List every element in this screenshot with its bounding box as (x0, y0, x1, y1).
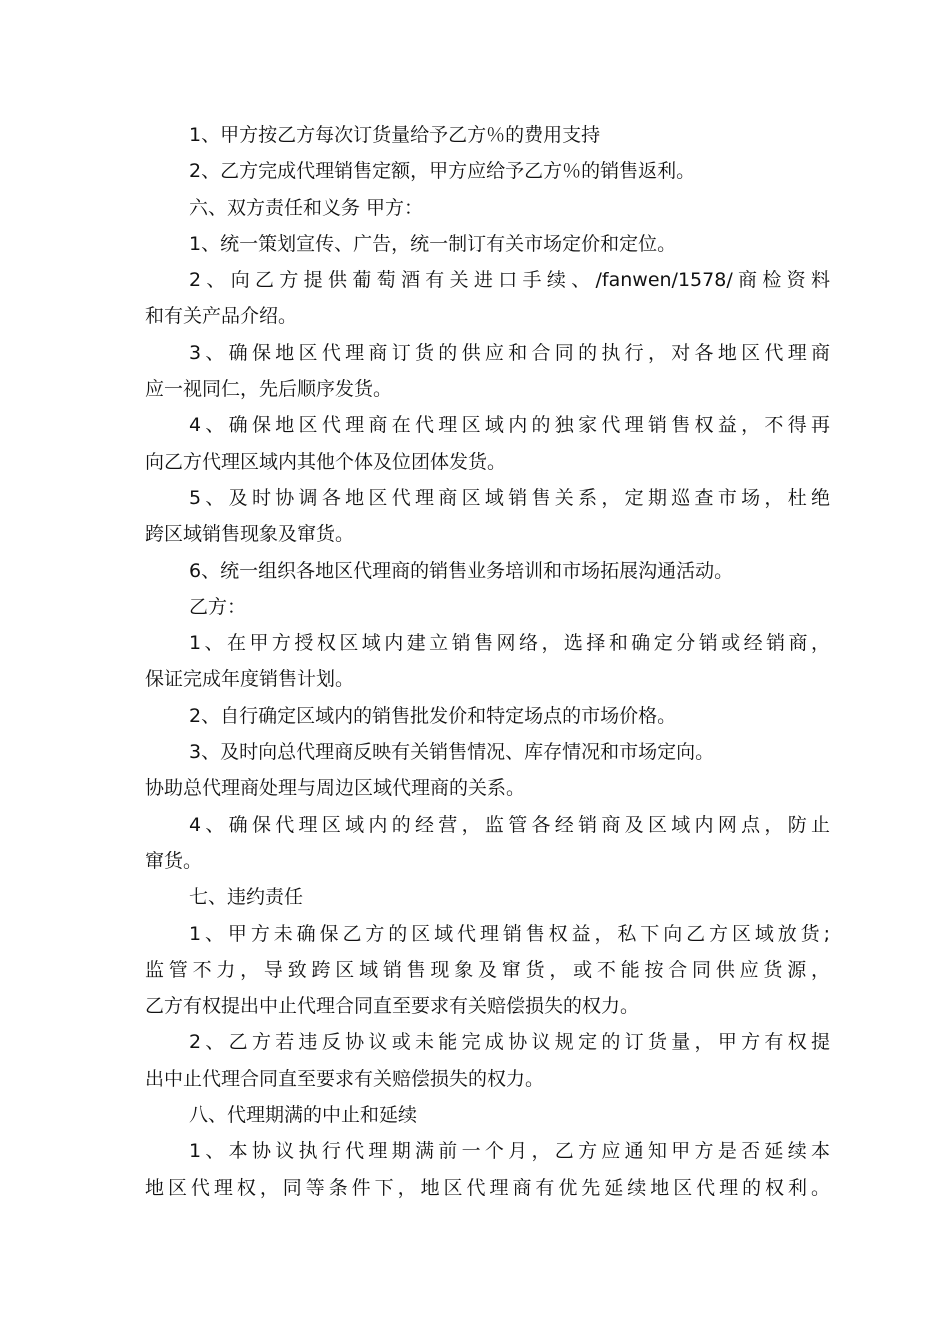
text-line: 地区代理权，同等条件下，地区代理商有优先延续地区代理的权利。 (145, 1176, 830, 1199)
text-line: 1、本协议执行代理期满前一个月，乙方应通知甲方是否延续本 (189, 1140, 830, 1163)
text-line: 1、在甲方授权区域内建立销售网络，选择和确定分销或经销商， (189, 632, 830, 655)
text-line: 协助总代理商处理与周边区域代理商的关系。 (145, 777, 526, 800)
text-line: 2、向乙方提供葡萄酒有关进口手续、/fanwen/1578/商检资料 (189, 269, 830, 292)
section-heading: 八、代理期满的中止和延续 (189, 1104, 418, 1127)
text-line: 2、乙方完成代理销售定额，甲方应给予乙方％的销售返利。 (189, 160, 696, 183)
text-line: 窜货。 (145, 849, 203, 872)
text-line: 保证完成年度销售计划。 (145, 668, 355, 691)
section-heading: 六、双方责任和义务 甲方： (189, 196, 424, 219)
text-line: 1、甲方未确保乙方的区域代理销售权益，私下向乙方区域放货; (189, 922, 830, 945)
text-line: 3、及时向总代理商反映有关销售情况、库存情况和市场定向。 (189, 741, 715, 764)
text-line: 5、及时协调各地区代理商区域销售关系，定期巡查市场，杜绝 (189, 486, 830, 509)
document-body (145, 117, 830, 1206)
text-line: 4、确保地区代理商在代理区域内的独家代理销售权益，不得再 (189, 414, 830, 437)
section-heading: 乙方： (189, 595, 247, 618)
text-line: 4、确保代理区域内的经营，监管各经销商及区域内网点，防止 (189, 813, 830, 836)
text-line: 1、甲方按乙方每次订货量给予乙方％的费用支持 (189, 124, 601, 146)
text-line: 6、统一组织各地区代理商的销售业务培训和市场拓展沟通活动。 (189, 559, 734, 582)
section-heading: 七、违约责任 (189, 886, 304, 909)
text-line: 2、自行确定区域内的销售批发价和特定场点的市场价格。 (189, 704, 677, 727)
text-line: 3、确保地区代理商订货的供应和合同的执行，对各地区代理商 (189, 341, 830, 364)
text-line: 1、统一策划宣传、广告，统一制订有关市场定价和定位。 (189, 232, 677, 255)
text-line: 应一视同仁，先后顺序发货。 (145, 378, 393, 401)
text-line: 乙方有权提出中止代理合同直至要求有关赔偿损失的权力。 (145, 995, 640, 1018)
text-line: 2、乙方若违反协议或未能完成协议规定的订货量，甲方有权提 (189, 1031, 830, 1054)
text-line: 向乙方代理区域内其他个体及位团体发货。 (145, 450, 507, 473)
text-line: 和有关产品介绍。 (145, 305, 298, 328)
text-line: 出中止代理合同直至要求有关赔偿损失的权力。 (145, 1067, 545, 1090)
text-line: 监管不力，导致跨区域销售现象及窜货，或不能按合同供应货源， (145, 958, 830, 981)
text-line: 跨区域销售现象及窜货。 (145, 523, 355, 546)
